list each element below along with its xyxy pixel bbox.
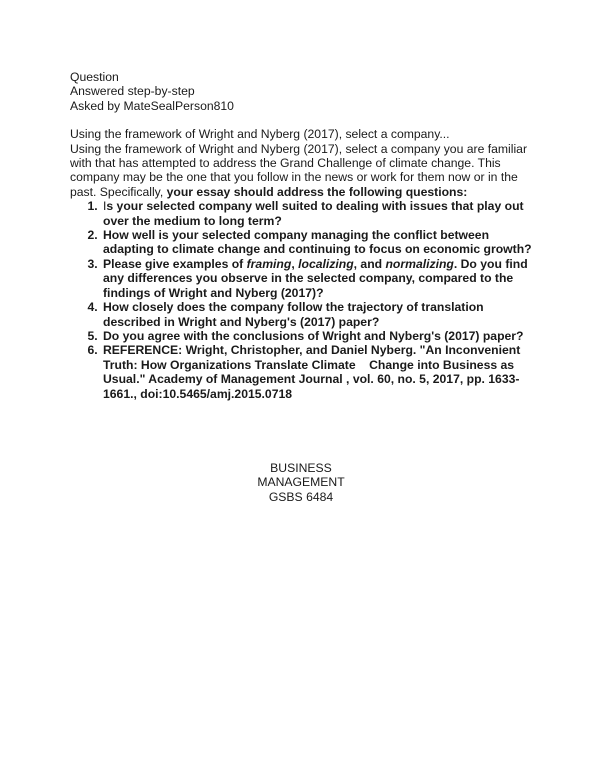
list-item (101, 300, 540, 329)
q3-normalizing: normalizing (385, 256, 454, 271)
q2-text: How well is your selected company managing the conflict between adapting to climate change and continuing to focus on economic growth? (103, 228, 532, 257)
footer-line-management: MANAGEMENT (257, 475, 345, 490)
q3-sep1: , (291, 256, 299, 271)
question-body (70, 142, 540, 200)
question-body-emphasis: your essay should address the following questions: (166, 184, 468, 199)
footer-line-business: BUSINESS (270, 461, 332, 475)
question-summary: Using the framework of Wright and Nyberg (2017), select a company... (70, 127, 450, 142)
q5-text: Do you agree with the conclusions of Wright and Nyberg's (2017) paper? (103, 328, 524, 343)
list-item (101, 343, 540, 401)
q3-part2: . Do you find any differences you observe in the selected company, compared to the findings of Wright and Nyberg (2017)? (103, 256, 528, 300)
list-item (101, 329, 540, 343)
q3-part1: Please give examples of (103, 256, 247, 271)
q1-first-letter: I (103, 199, 107, 214)
course-footer (0, 461, 602, 504)
answer-status: Answered step-by-step (70, 84, 195, 99)
question-body-text: Using the framework of Wright and Nyberg (2017), select a company you are familiar with that has attempted to address the Grand Challenge of climate change. This company may be the one that you follow in the news or work for them now or in the past. Specifically, (70, 141, 528, 199)
question-document (70, 70, 540, 401)
q3-sep2: , and (353, 256, 386, 271)
question-label: Question (70, 70, 119, 84)
q3-localizing: localizing (298, 256, 354, 271)
asked-by: Asked by MateSealPerson810 (70, 98, 234, 113)
list-item (101, 257, 540, 300)
footer-line-course-code: GSBS 6484 (268, 489, 334, 504)
list-item (101, 228, 540, 257)
question-intro (70, 127, 540, 199)
q6-reference: REFERENCE: Wright, Christopher, and Daniel Nyberg. "An Inconvenient Truth: How Organizations Translate Climate Change into Business as Usual." Academy of Management Journal , vol. 60, no. 5, 2017, pp. 1633-1661., doi:10.5465/amj.2015.0718 (103, 343, 524, 401)
q4-text: How closely does the company follow the trajectory of translation described in Wright and Nyberg's (2017) paper? (103, 300, 484, 329)
list-item (101, 199, 540, 228)
q1-text: s your selected company well suited to dealing with issues that play out over the medium to long term? (103, 199, 524, 228)
q3-framing: framing (246, 256, 292, 271)
question-list (70, 199, 540, 401)
